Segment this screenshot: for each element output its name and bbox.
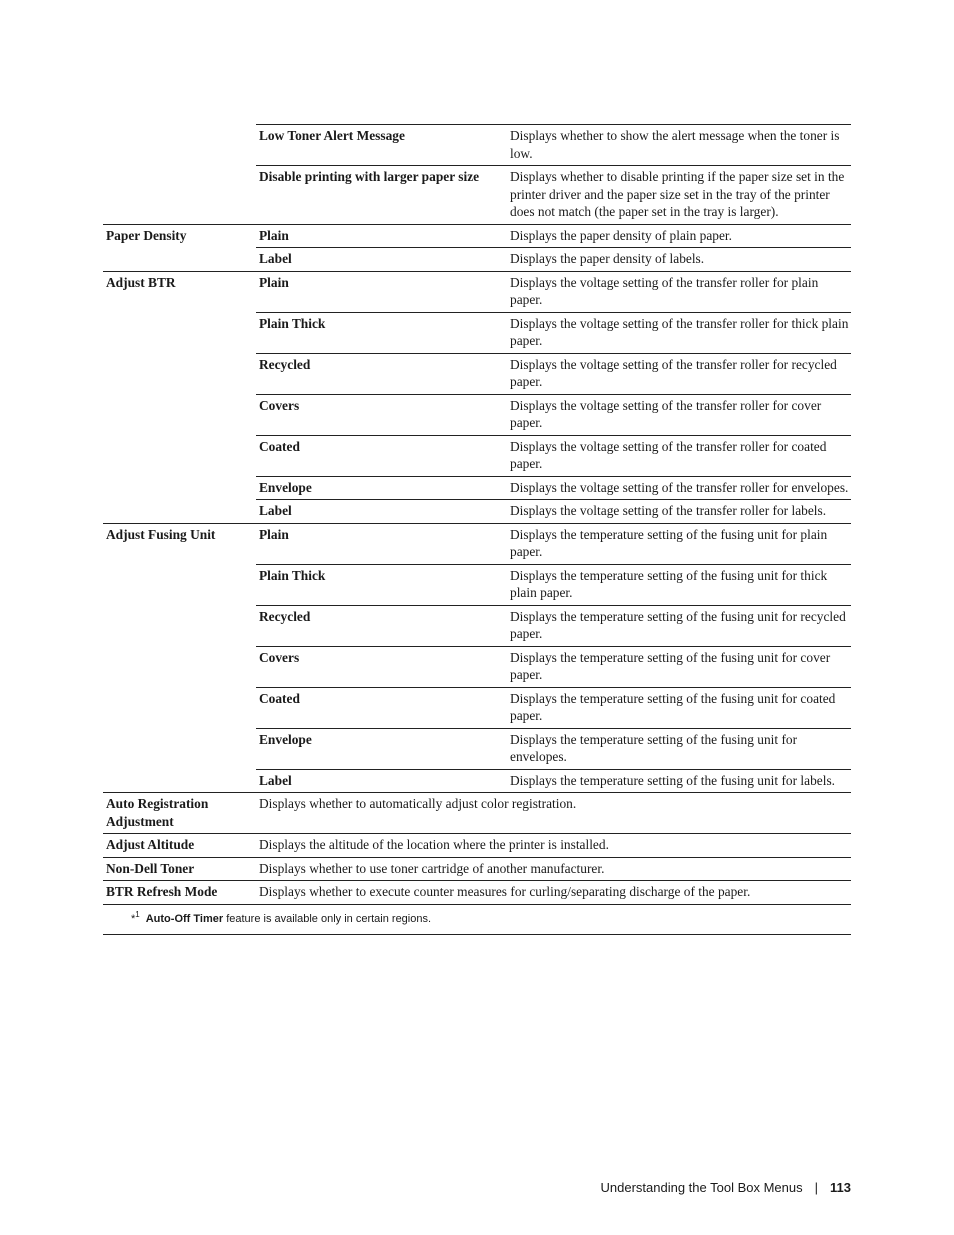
empty-cell <box>103 125 256 166</box>
setting-description: Displays the altitude of the location where the printer is installed. <box>256 834 851 858</box>
footnote-row <box>103 904 851 934</box>
footnote-marker: * <box>131 912 136 925</box>
setting-name: Covers <box>256 394 507 435</box>
table-row <box>103 793 851 834</box>
footnote-text: feature is available only in certain regions. <box>223 912 432 925</box>
table-row <box>103 857 851 881</box>
setting-name: Plain <box>256 271 507 312</box>
setting-description: Displays the temperature setting of the fusing unit for envelopes. <box>507 728 851 769</box>
setting-description: Displays the voltage setting of the transfer roller for recycled paper. <box>507 353 851 394</box>
footnote <box>103 904 851 934</box>
setting-name: Label <box>256 769 507 793</box>
setting-name: Recycled <box>256 605 507 646</box>
setting-name: Adjust Altitude <box>103 834 256 858</box>
setting-name: BTR Refresh Mode <box>103 881 256 905</box>
table-row <box>103 166 851 225</box>
setting-description: Displays whether to show the alert message when the toner is low. <box>507 125 851 166</box>
setting-name: Plain Thick <box>256 564 507 605</box>
setting-description: Displays the voltage setting of the transfer roller for envelopes. <box>507 476 851 500</box>
setting-description: Displays the temperature setting of the fusing unit for labels. <box>507 769 851 793</box>
setting-description: Displays the temperature setting of the fusing unit for coated paper. <box>507 687 851 728</box>
table-row <box>103 881 851 905</box>
table-row <box>103 271 851 312</box>
setting-name: Low Toner Alert Message <box>256 125 507 166</box>
setting-name: Covers <box>256 646 507 687</box>
footer-separator: | <box>814 1180 819 1195</box>
setting-name: Envelope <box>256 476 507 500</box>
setting-description: Displays the voltage setting of the transfer roller for plain paper. <box>507 271 851 312</box>
setting-name: Label <box>256 500 507 524</box>
page-number: 113 <box>830 1180 851 1195</box>
setting-description: Displays the voltage setting of the transfer roller for coated paper. <box>507 435 851 476</box>
setting-name: Coated <box>256 435 507 476</box>
group-name: Adjust Fusing Unit <box>103 523 256 793</box>
setting-description: Displays whether to use toner cartridge of another manufacturer. <box>256 857 851 881</box>
group-name: Adjust BTR <box>103 271 256 523</box>
setting-name: Label <box>256 248 507 272</box>
footnote-number: 1 <box>135 909 140 919</box>
setting-description: Displays the voltage setting of the transfer roller for thick plain paper. <box>507 312 851 353</box>
empty-cell <box>103 166 256 225</box>
setting-description: Displays the temperature setting of the fusing unit for plain paper. <box>507 523 851 564</box>
setting-description: Displays the temperature setting of the fusing unit for thick plain paper. <box>507 564 851 605</box>
setting-name: Envelope <box>256 728 507 769</box>
setting-name: Plain <box>256 523 507 564</box>
setting-name: Auto Registration Adjustment <box>103 793 256 834</box>
menu-settings-table <box>103 124 851 935</box>
table-row <box>103 834 851 858</box>
table-row <box>103 224 851 248</box>
setting-description: Displays whether to automatically adjust color registration. <box>256 793 851 834</box>
setting-description: Displays the paper density of labels. <box>507 248 851 272</box>
setting-description: Displays the voltage setting of the transfer roller for cover paper. <box>507 394 851 435</box>
setting-description: Displays the paper density of plain paper. <box>507 224 851 248</box>
setting-description: Displays whether to disable printing if the paper size set in the printer driver and the paper size set in the tray of the printer does not match (the paper set in the tray is larger). <box>507 166 851 225</box>
setting-name: Plain <box>256 224 507 248</box>
table-row <box>103 523 851 564</box>
setting-description: Displays whether to execute counter measures for curling/separating discharge of the paper. <box>256 881 851 905</box>
setting-name: Recycled <box>256 353 507 394</box>
setting-description: Displays the temperature setting of the fusing unit for cover paper. <box>507 646 851 687</box>
table-row <box>103 125 851 166</box>
setting-name: Non-Dell Toner <box>103 857 256 881</box>
footer-section-title: Understanding the Tool Box Menus <box>600 1180 803 1195</box>
setting-name: Plain Thick <box>256 312 507 353</box>
setting-description: Displays the temperature setting of the fusing unit for recycled paper. <box>507 605 851 646</box>
group-name: Paper Density <box>103 224 256 271</box>
page-footer <box>601 1180 851 1195</box>
footnote-term: Auto-Off Timer <box>145 912 224 925</box>
setting-name: Coated <box>256 687 507 728</box>
setting-name: Disable printing with larger paper size <box>256 166 507 225</box>
setting-description: Displays the voltage setting of the transfer roller for labels. <box>507 500 851 524</box>
